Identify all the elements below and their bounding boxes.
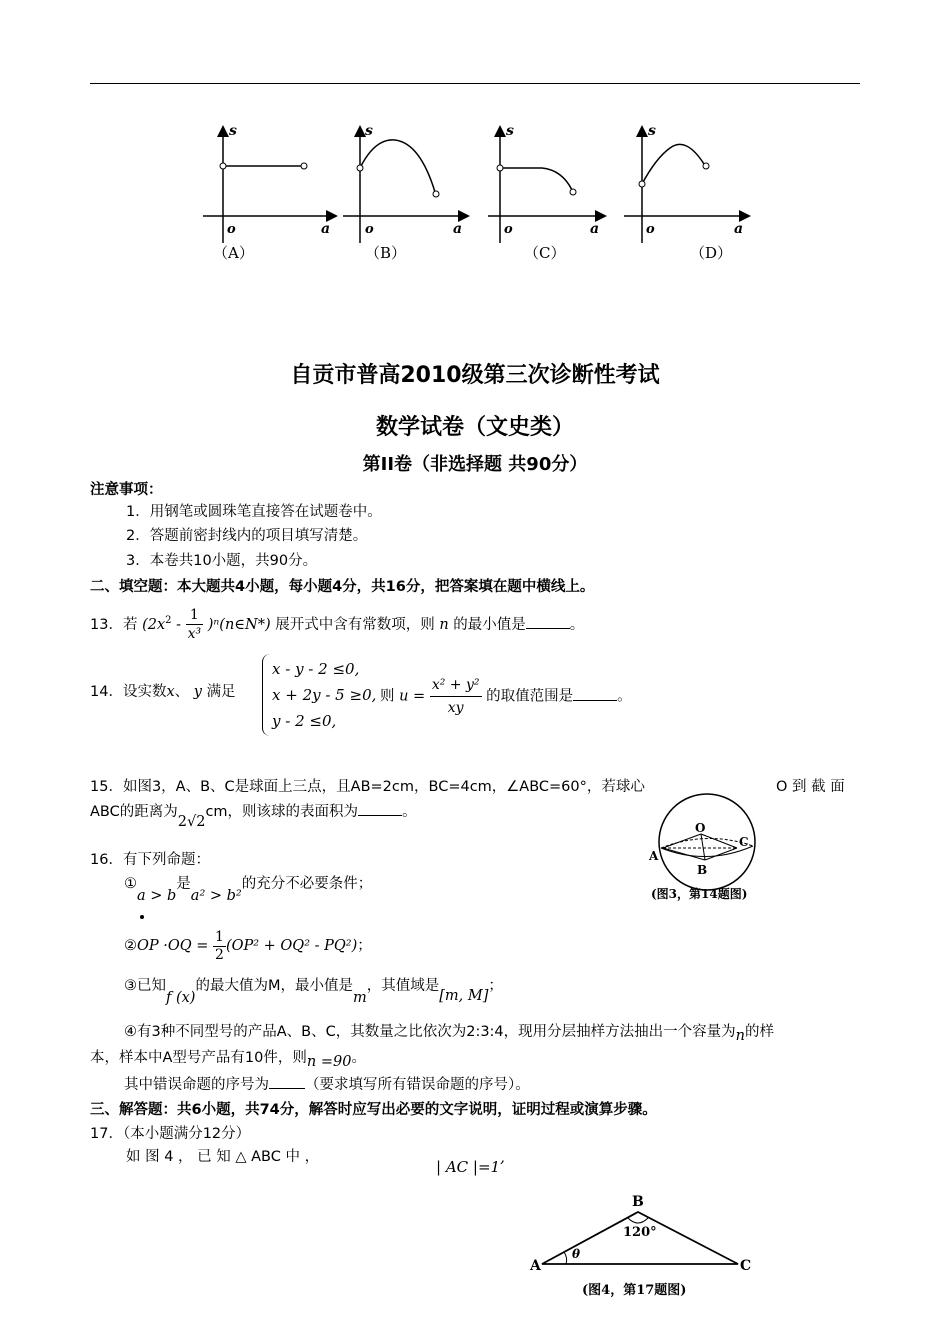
q16-p4-end: 。 <box>351 1050 366 1066</box>
q16-wrong-hint: （要求填写所有错误命题的序号）。 <box>305 1077 530 1093</box>
axis-a-label: a <box>590 221 600 237</box>
q14-fraction <box>430 674 482 719</box>
header-rule <box>90 83 860 84</box>
q16-p2-label: ② <box>124 938 137 954</box>
axis-a-label: a <box>321 221 331 237</box>
point-c-label: C <box>739 835 749 849</box>
q16-p4-text: ④有3种不同型号的产品A、B、C，其数量之比依次为2:3:4，现用分层抽样方法抽出一个容量为 <box>124 1024 736 1040</box>
q17-expr <box>436 1148 505 1176</box>
axis-a-label: a <box>734 221 744 237</box>
q17-heading: 17．（本小题满分12分） <box>90 1126 251 1142</box>
note-item: 1．用钢笔或圆珠笔直接答在试题卷中。 <box>126 504 382 520</box>
section-2-heading: 二、填空题：本大题共4小题，每小题4分，共16分，把答案填在题中横线上。 <box>90 579 595 595</box>
q17-comma: , <box>500 1148 505 1166</box>
answer-choice-graphs <box>195 118 755 268</box>
q16-p3-label: ③已知 <box>124 978 166 994</box>
graph-b <box>343 123 467 262</box>
q13-var: n <box>439 616 449 633</box>
q16-p4-math-1: n <box>735 1028 746 1044</box>
axis-s-label: s <box>648 123 656 139</box>
figure-4-triangle <box>528 1188 758 1303</box>
q16-p3-text-2: ，其值域是 <box>366 978 440 994</box>
question-13: 13．若 ($2x^2$ - $\frac{1}{\text{x³}}$ )ⁿ(n∈N*) 展开式中含有常数项，则 n 的最小值是 。 <box>90 607 585 643</box>
q16-p2-frac-den: 2 <box>215 946 224 963</box>
q16-p3-end: ； <box>488 978 503 994</box>
q13-frac-den: x³ <box>187 626 202 643</box>
q15-end: 。 <box>402 804 417 820</box>
graph-d <box>624 123 748 262</box>
q14-system <box>272 656 376 734</box>
q16-wrong-text: 其中错误命题的序号为 <box>124 1077 269 1093</box>
section-3-heading: 三、解答题：共6小题，共74分，解答时应写出必要的文字说明，证明过程或演算步骤。 <box>90 1102 657 1118</box>
q14-condition: x + 2y - 5 ≥0, <box>272 686 377 704</box>
q15-answer-blank <box>358 803 402 816</box>
q14-then: 则 <box>380 688 395 705</box>
vertex-b-label: B <box>632 1194 644 1210</box>
paper-title: 数学试卷（文史类） <box>375 415 574 440</box>
q16-p2-frac-num: 1 <box>215 928 224 945</box>
q14-satisfies: 满足 <box>206 684 236 700</box>
q14-var-x: x <box>166 684 175 700</box>
q15-line-2 <box>90 800 417 830</box>
figure-3-sphere <box>645 790 770 910</box>
graph-label-d: （D） <box>690 244 733 262</box>
q16-p4-math-2: n =90 <box>306 1054 352 1070</box>
q16-p3-math-3: [m, M] <box>439 988 489 1004</box>
q16-p2-math-2: (OP² + OQ² - PQ²) <box>225 938 358 954</box>
q16-p1-label: ① <box>124 876 137 892</box>
angle-b-label: 120° <box>623 1225 657 1240</box>
graph-label-a: （A） <box>213 244 254 262</box>
q14-answer-blank <box>573 688 617 701</box>
origin-label: o <box>365 222 374 237</box>
point-b-label: B <box>697 863 708 877</box>
figure-4-caption: (图4，第17题图) <box>582 1283 687 1298</box>
axis-a-label: a <box>453 221 463 237</box>
point-a-label: A <box>649 849 659 863</box>
q15-text-a: ABC的距离为 <box>90 804 178 820</box>
q15-distance: 2√2 <box>177 814 206 830</box>
q16-proposition-1 <box>124 872 373 904</box>
q16-heading: 16．有下列命题： <box>90 852 210 868</box>
q16-p3-math-2: m <box>352 990 367 1006</box>
q13-fraction <box>186 606 204 643</box>
q16-p2-fraction <box>213 929 226 964</box>
q14-condition: x - y - 2 ≤0, <box>272 660 360 678</box>
q16-p2-end: ； <box>357 938 372 954</box>
figure-3-caption: (图3，第14题图) <box>651 887 748 901</box>
q13-text-end: 的最小值是 <box>453 616 526 633</box>
q15-line-1: 15．如图3，A、B、C是球面上三点，且AB=2cm，BC=4cm，∠ABC=60°，若球心 <box>90 779 645 795</box>
q13-expr-left: (2x <box>142 616 166 633</box>
axis-s-label: s <box>506 123 514 139</box>
axis-s-label: s <box>229 123 237 139</box>
q16-p4-text-2: 的样 <box>745 1024 775 1040</box>
q16-proposition-3 <box>124 974 503 1006</box>
q16-answer-blank <box>269 1076 305 1089</box>
dot-mark <box>140 915 144 919</box>
q16-p1-math-1: a > b <box>137 888 177 904</box>
origin-label: o <box>227 222 236 237</box>
q16-wrong-prompt <box>124 1073 530 1094</box>
q15-text-b: cm，则该球的表面积为 <box>205 804 359 820</box>
exam-title: 自贡市普高2010级第三次诊断性考试 <box>290 363 660 388</box>
q17-text: 如 图 4 ， 已 知 △ ABC 中 ， <box>126 1149 320 1165</box>
q14-number: 14．设实数 <box>90 684 167 700</box>
origin-label: o <box>504 222 513 237</box>
q15-line-1-right: O 到 截 面 <box>776 779 845 795</box>
q14-brace <box>262 654 271 736</box>
q14-u: u = <box>399 688 426 705</box>
q14-text-end: 的取值范围是 <box>486 688 574 705</box>
q14-sep: 、 <box>174 684 190 700</box>
vertex-a-label: A <box>530 1258 541 1274</box>
graph-a <box>203 123 335 262</box>
q14-frac-den: xy <box>447 700 464 716</box>
q16-p3-math-1: f (x) <box>166 990 196 1006</box>
note-item: 3．本卷共10小题，共90分。 <box>126 553 318 569</box>
q13-expr-right: )ⁿ(n∈N*) <box>207 616 271 633</box>
part-title: 第II卷（非选择题 共90分） <box>362 454 588 475</box>
q13-text: 展开式中含有常数项，则 <box>275 616 435 633</box>
graph-label-c: （C） <box>524 244 566 262</box>
q14-condition: y - 2 ≤0, <box>272 712 337 730</box>
q16-proposition-4-cont <box>90 1046 366 1070</box>
q13-minus: - <box>171 616 186 633</box>
q13-frac-num: 1 <box>186 606 204 625</box>
q16-proposition-4 <box>124 1020 775 1044</box>
q14-end: 。 <box>617 688 632 705</box>
q16-proposition-2 <box>124 928 372 964</box>
q14-var-y: y <box>193 684 202 700</box>
vertex-c-label: C <box>740 1258 752 1274</box>
q14-frac-num: x² + y² <box>430 674 482 697</box>
q16-p4-line-2: 本，样本中A型号产品有10件，则 <box>90 1050 307 1066</box>
point-o-label: O <box>695 821 706 835</box>
q16-p2-math: OP ·OQ = <box>137 938 209 954</box>
axis-s-label: s <box>365 123 373 139</box>
origin-label: o <box>646 222 655 237</box>
angle-theta-label: θ <box>572 1247 581 1261</box>
q13-answer-blank <box>526 616 570 629</box>
q16-p1-text-end: 的充分不必要条件； <box>241 876 373 892</box>
q16-p3-text: 的最大值为M，最小值是 <box>195 978 353 994</box>
q13-end: 。 <box>569 616 585 633</box>
graph-label-b: （B） <box>365 244 407 262</box>
q14-tail <box>380 674 632 719</box>
q17-expr-value: | AC |=1 <box>436 1158 501 1176</box>
q13-number: 13．若 <box>90 616 138 633</box>
notes-heading: 注意事项： <box>90 482 163 498</box>
q14-lead <box>90 680 236 701</box>
q16-p1-text: 是 <box>176 876 191 892</box>
note-item: 2．答题前密封线内的项目填写清楚。 <box>126 528 368 544</box>
graph-c <box>488 123 604 262</box>
q16-p1-math-2: a² > b² <box>190 888 242 904</box>
